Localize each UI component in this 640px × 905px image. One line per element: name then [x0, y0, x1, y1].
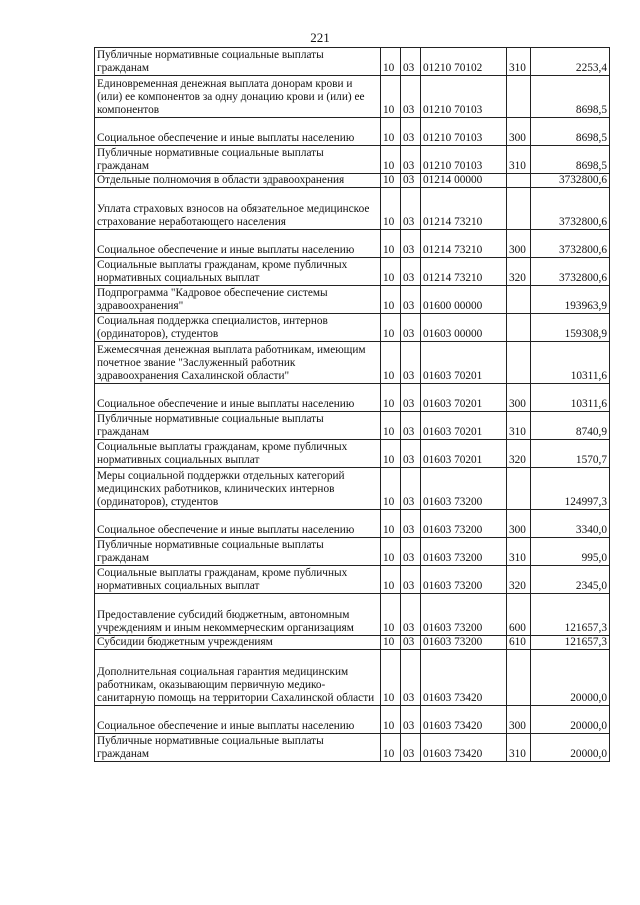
row-subsection-code: 03 — [401, 286, 421, 314]
row-section-code: 10 — [381, 412, 401, 440]
budget-table-body — [95, 48, 610, 762]
row-amount: 3340,0 — [531, 510, 610, 538]
row-subsection-code: 03 — [401, 538, 421, 566]
row-expense-type-code: 310 — [507, 412, 531, 440]
row-amount: 995,0 — [531, 538, 610, 566]
row-subsection-code: 03 — [401, 594, 421, 636]
row-section-code: 10 — [381, 230, 401, 258]
row-expense-type-code: 320 — [507, 440, 531, 468]
row-name-cell: Социальное обеспечение и иные выплаты населению — [95, 384, 381, 412]
table-row — [95, 468, 610, 510]
row-amount: 124997,3 — [531, 468, 610, 510]
row-expense-type-code — [507, 286, 531, 314]
row-target-article-code: 01603 73420 — [421, 706, 507, 734]
row-name-cell: Социальная поддержка специалистов, интернов (ординаторов), студентов — [95, 314, 381, 342]
row-subsection-code: 03 — [401, 566, 421, 594]
table-row — [95, 412, 610, 440]
row-subsection-code: 03 — [401, 314, 421, 342]
row-expense-type-code: 310 — [507, 48, 531, 76]
row-section-code: 10 — [381, 286, 401, 314]
row-section-code: 10 — [381, 48, 401, 76]
row-target-article-code: 01600 00000 — [421, 286, 507, 314]
row-section-code: 10 — [381, 384, 401, 412]
row-amount: 3732800,6 — [531, 258, 610, 286]
row-expense-type-code: 310 — [507, 146, 531, 174]
row-name-cell: Публичные нормативные социальные выплаты гражданам — [95, 734, 381, 762]
row-name-cell: Субсидии бюджетным учреждениям — [95, 636, 381, 650]
row-expense-type-code — [507, 650, 531, 706]
row-name-cell: Публичные нормативные социальные выплаты гражданам — [95, 538, 381, 566]
row-subsection-code: 03 — [401, 412, 421, 440]
row-section-code: 10 — [381, 76, 401, 118]
row-section-code: 10 — [381, 342, 401, 384]
row-name-cell: Социальные выплаты гражданам, кроме публичных нормативных социальных выплат — [95, 258, 381, 286]
row-name-cell: Ежемесячная денежная выплата работникам, имеющим почетное звание "Заслуженный работник здравоохранения Сахалинской области" — [95, 342, 381, 384]
row-section-code: 10 — [381, 314, 401, 342]
row-name-cell: Уплата страховых взносов на обязательное медицинское страхование неработающего населения — [95, 188, 381, 230]
row-expense-type-code — [507, 174, 531, 188]
row-expense-type-code: 310 — [507, 538, 531, 566]
row-subsection-code: 03 — [401, 76, 421, 118]
row-name-cell: Публичные нормативные социальные выплаты гражданам — [95, 146, 381, 174]
row-name-cell: Отдельные полномочия в области здравоохранения — [95, 174, 381, 188]
row-target-article-code: 01603 73200 — [421, 594, 507, 636]
row-section-code: 10 — [381, 118, 401, 146]
row-name-cell: Единовременная денежная выплата донорам крови и (или) ее компонентов за одну донацию крови и (или) ее компонентов — [95, 76, 381, 118]
row-expense-type-code: 300 — [507, 706, 531, 734]
row-amount: 2253,4 — [531, 48, 610, 76]
table-row — [95, 118, 610, 146]
row-name-cell: Меры социальной поддержки отдельных категорий медицинских работников, клинических интернов (ординаторов), студентов — [95, 468, 381, 510]
row-target-article-code: 01603 00000 — [421, 314, 507, 342]
row-name-cell: Подпрограмма "Кадровое обеспечение системы здравоохранения" — [95, 286, 381, 314]
table-row — [95, 538, 610, 566]
row-section-code: 10 — [381, 566, 401, 594]
table-row — [95, 706, 610, 734]
row-amount: 8698,5 — [531, 146, 610, 174]
row-subsection-code: 03 — [401, 146, 421, 174]
row-amount: 10311,6 — [531, 342, 610, 384]
row-expense-type-code: 300 — [507, 230, 531, 258]
row-section-code: 10 — [381, 174, 401, 188]
row-section-code: 10 — [381, 538, 401, 566]
row-amount: 20000,0 — [531, 734, 610, 762]
page-number: 221 — [310, 30, 330, 45]
row-section-code: 10 — [381, 510, 401, 538]
row-target-article-code: 01603 73200 — [421, 636, 507, 650]
row-subsection-code: 03 — [401, 510, 421, 538]
row-subsection-code: 03 — [401, 468, 421, 510]
table-row — [95, 48, 610, 76]
row-amount: 193963,9 — [531, 286, 610, 314]
row-target-article-code: 01214 00000 — [421, 174, 507, 188]
row-expense-type-code: 300 — [507, 510, 531, 538]
row-subsection-code: 03 — [401, 342, 421, 384]
row-amount: 8740,9 — [531, 412, 610, 440]
table-row — [95, 230, 610, 258]
row-name-cell: Предоставление субсидий бюджетным, автономным учреждениям и иным некоммерческим организациям — [95, 594, 381, 636]
row-amount: 20000,0 — [531, 706, 610, 734]
row-subsection-code: 03 — [401, 230, 421, 258]
table-row — [95, 566, 610, 594]
row-subsection-code: 03 — [401, 734, 421, 762]
row-subsection-code: 03 — [401, 48, 421, 76]
table-row — [95, 188, 610, 230]
row-name-cell: Публичные нормативные социальные выплаты гражданам — [95, 412, 381, 440]
row-target-article-code: 01210 70102 — [421, 48, 507, 76]
row-target-article-code: 01603 73420 — [421, 734, 507, 762]
row-target-article-code: 01214 73210 — [421, 188, 507, 230]
row-amount: 2345,0 — [531, 566, 610, 594]
row-name-cell: Социальные выплаты гражданам, кроме публичных нормативных социальных выплат — [95, 440, 381, 468]
row-amount: 121657,3 — [531, 594, 610, 636]
row-amount: 8698,5 — [531, 118, 610, 146]
row-name-cell: Социальное обеспечение и иные выплаты населению — [95, 230, 381, 258]
row-amount: 3732800,6 — [531, 188, 610, 230]
row-target-article-code: 01603 70201 — [421, 412, 507, 440]
table-row — [95, 440, 610, 468]
table-row — [95, 314, 610, 342]
table-row — [95, 636, 610, 650]
row-target-article-code: 01214 73210 — [421, 230, 507, 258]
row-name-cell: Дополнительная социальная гарантия медицинским работникам, оказывающим первичную медико-санитарную помощь на территории Сахалинской области — [95, 650, 381, 706]
row-name-cell: Социальные выплаты гражданам, кроме публичных нормативных социальных выплат — [95, 566, 381, 594]
row-section-code: 10 — [381, 636, 401, 650]
row-target-article-code: 01214 73210 — [421, 258, 507, 286]
row-section-code: 10 — [381, 650, 401, 706]
row-expense-type-code: 320 — [507, 566, 531, 594]
row-subsection-code: 03 — [401, 440, 421, 468]
row-subsection-code: 03 — [401, 706, 421, 734]
row-subsection-code: 03 — [401, 636, 421, 650]
table-row — [95, 342, 610, 384]
row-expense-type-code: 310 — [507, 734, 531, 762]
table-row — [95, 384, 610, 412]
row-expense-type-code: 300 — [507, 384, 531, 412]
row-section-code: 10 — [381, 146, 401, 174]
row-expense-type-code — [507, 468, 531, 510]
row-target-article-code: 01210 70103 — [421, 118, 507, 146]
row-expense-type-code: 320 — [507, 258, 531, 286]
table-row — [95, 146, 610, 174]
row-amount: 10311,6 — [531, 384, 610, 412]
row-section-code: 10 — [381, 440, 401, 468]
row-name-cell: Социальное обеспечение и иные выплаты населению — [95, 706, 381, 734]
row-subsection-code: 03 — [401, 174, 421, 188]
row-expense-type-code — [507, 188, 531, 230]
table-row — [95, 76, 610, 118]
row-target-article-code: 01210 70103 — [421, 76, 507, 118]
row-expense-type-code: 600 — [507, 594, 531, 636]
row-target-article-code: 01603 70201 — [421, 440, 507, 468]
row-section-code: 10 — [381, 594, 401, 636]
row-section-code: 10 — [381, 258, 401, 286]
row-target-article-code: 01603 73200 — [421, 510, 507, 538]
row-expense-type-code: 300 — [507, 118, 531, 146]
row-subsection-code: 03 — [401, 384, 421, 412]
table-row — [95, 594, 610, 636]
row-amount: 8698,5 — [531, 76, 610, 118]
row-subsection-code: 03 — [401, 118, 421, 146]
row-expense-type-code — [507, 76, 531, 118]
row-target-article-code: 01210 70103 — [421, 146, 507, 174]
row-target-article-code: 01603 73200 — [421, 468, 507, 510]
row-expense-type-code: 610 — [507, 636, 531, 650]
row-subsection-code: 03 — [401, 258, 421, 286]
row-name-cell: Публичные нормативные социальные выплаты гражданам — [95, 48, 381, 76]
row-expense-type-code — [507, 342, 531, 384]
row-section-code: 10 — [381, 706, 401, 734]
row-amount: 3732800,6 — [531, 230, 610, 258]
row-amount: 3732800,6 — [531, 174, 610, 188]
budget-table — [94, 47, 610, 762]
table-row — [95, 258, 610, 286]
row-target-article-code: 01603 73420 — [421, 650, 507, 706]
row-target-article-code: 01603 73200 — [421, 538, 507, 566]
row-section-code: 10 — [381, 734, 401, 762]
row-target-article-code: 01603 70201 — [421, 384, 507, 412]
row-section-code: 10 — [381, 188, 401, 230]
row-name-cell: Социальное обеспечение и иные выплаты населению — [95, 510, 381, 538]
row-subsection-code: 03 — [401, 650, 421, 706]
table-row — [95, 734, 610, 762]
table-row — [95, 174, 610, 188]
row-target-article-code: 01603 73200 — [421, 566, 507, 594]
table-row — [95, 286, 610, 314]
row-name-cell: Социальное обеспечение и иные выплаты населению — [95, 118, 381, 146]
table-row — [95, 650, 610, 706]
row-amount: 20000,0 — [531, 650, 610, 706]
row-subsection-code: 03 — [401, 188, 421, 230]
row-expense-type-code — [507, 314, 531, 342]
row-section-code: 10 — [381, 468, 401, 510]
row-amount: 121657,3 — [531, 636, 610, 650]
row-target-article-code: 01603 70201 — [421, 342, 507, 384]
table-row — [95, 510, 610, 538]
row-amount: 1570,7 — [531, 440, 610, 468]
row-amount: 159308,9 — [531, 314, 610, 342]
